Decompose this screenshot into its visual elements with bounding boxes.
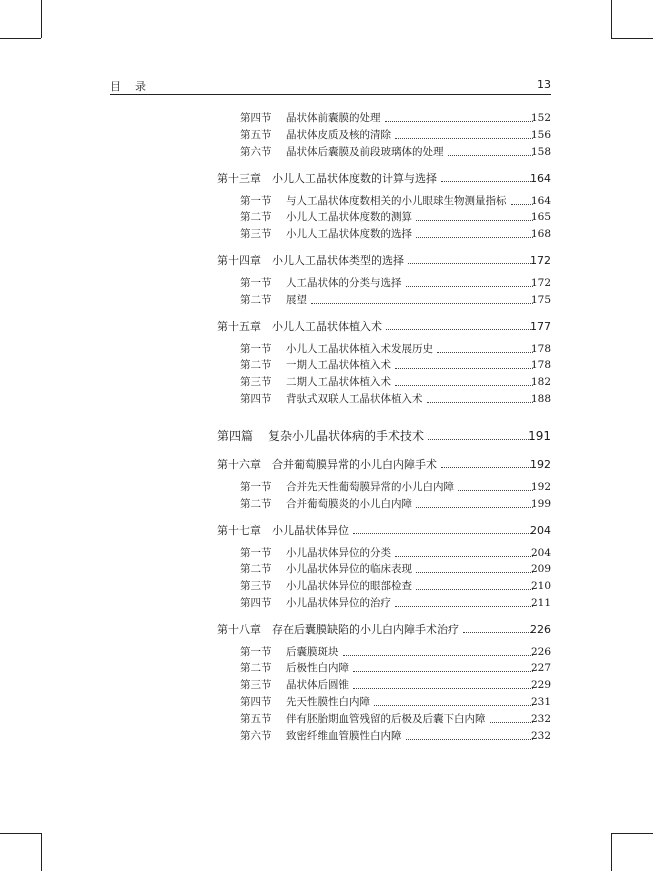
toc-entry-section[interactable] [0,375,653,390]
toc-entry-label: 第五节 [240,713,272,725]
toc-leader-dots [408,263,533,264]
toc-entry-label: 第五节 [240,129,272,141]
toc-entry-label: 第二节 [240,498,272,510]
toc-leader-dots [395,368,533,369]
toc-leader-dots [353,688,533,689]
toc-entry-section[interactable] [0,293,653,308]
toc-entry-label: 第二节 [240,294,272,306]
toc-entry-title: 背驮式双联人工晶状体植入术 [286,393,423,405]
toc-entry-label: 第四篇 [217,429,254,443]
toc-leader-dots [374,705,533,706]
toc-leader-dots [311,303,533,304]
toc-entry-title: 先天性膜性白内障 [286,696,370,708]
running-head-title: 目录 [110,80,160,93]
toc-entry-section[interactable] [0,562,653,577]
toc-entry-label: 第三节 [240,679,272,691]
toc-leader-dots [416,220,533,221]
toc-entry-label: 第十六章 [217,458,261,471]
toc-entry-title: 合并葡萄膜异常的小儿白内障手术 [272,458,437,471]
toc-entry-section[interactable] [0,145,653,160]
toc-entry-chapter[interactable] [0,457,653,472]
toc-entry-title: 存在后囊膜缺陷的小儿白内障手术治疗 [272,623,459,636]
toc-leader-dots [395,606,533,607]
toc-entry-page: 152 [530,112,551,124]
toc-leader-dots [416,237,533,238]
running-head-page-number: 13 [537,78,551,91]
toc-entry-page: 177 [530,320,551,333]
toc-leader-dots [385,121,534,122]
toc-entry-chapter[interactable] [0,253,653,268]
toc-entry-title: 晶状体后囊膜及前段玻璃体的处理 [286,146,444,158]
toc-leader-dots [386,329,533,330]
toc-entry-title: 致密纤维血管膜性白内障 [286,730,402,742]
toc-entry-page: 204 [530,524,551,537]
toc-leader-dots [437,352,533,353]
toc-leader-dots [353,533,533,534]
toc-entry-section[interactable] [0,645,653,660]
toc-entry-section[interactable] [0,210,653,225]
toc-entry-section[interactable] [0,358,653,373]
toc-entry-label: 第四节 [240,696,272,708]
toc-entry-title: 小儿人工晶状体度数的测算 [286,211,412,223]
toc-leader-dots [395,138,533,139]
toc-entry-section[interactable] [0,579,653,594]
toc-entry-label: 第一节 [240,481,272,493]
toc-entry-page: 172 [530,254,551,267]
toc-entry-page: 211 [530,597,551,609]
toc-entry-title: 小儿晶状体异位的分类 [286,547,391,559]
toc-leader-dots [416,589,533,590]
toc-entry-title: 合并先天性葡萄膜异常的小儿白内障 [286,481,454,493]
toc-entry-part[interactable] [0,428,653,445]
toc-entry-label: 第四节 [240,112,272,124]
toc-entry-label: 第十七章 [217,524,261,537]
toc-entry-label: 第二节 [240,211,272,223]
toc-entry-label: 第十八章 [217,623,261,636]
toc-entry-page: 156 [530,129,551,141]
toc-entry-page: 204 [530,547,551,559]
toc-entry-page: 164 [530,172,551,185]
toc-entry-chapter[interactable] [0,622,653,637]
toc-entry-title: 小儿人工晶状体度数的计算与选择 [272,172,437,185]
toc-entry-title: 晶状体前囊膜的处理 [286,112,381,124]
toc-leader-dots [406,739,534,740]
toc-entry-section[interactable] [0,729,653,744]
toc-entry-page: 227 [530,662,551,674]
toc-entry-page: 191 [528,429,551,443]
toc-entry-label: 第三节 [240,228,272,240]
toc-entry-label: 第十五章 [217,320,261,333]
toc-entry-chapter[interactable] [0,319,653,334]
toc-entry-section[interactable] [0,128,653,143]
toc-entry-title: 一期人工晶状体植入术 [286,359,391,371]
toc-entry-title: 小儿人工晶状体植入术发展历史 [286,343,433,355]
toc-entry-label: 第二节 [240,563,272,575]
toc-entry-label: 第十三章 [217,172,261,185]
toc-entry-label: 第一节 [240,343,272,355]
toc-entry-section[interactable] [0,712,653,727]
toc-entry-label: 第四节 [240,597,272,609]
toc-entry-page: 158 [530,146,551,158]
toc-entry-chapter[interactable] [0,523,653,538]
toc-entry-page: 229 [530,679,551,691]
toc-entry-page: 172 [530,277,551,289]
toc-entry-page: 178 [530,359,551,371]
toc-entry-label: 第六节 [240,146,272,158]
toc-entry-title: 晶状体后圆锥 [286,679,349,691]
toc-entry-section[interactable] [0,678,653,693]
toc-entry-label: 第三节 [240,580,272,592]
toc-entry-label: 第二节 [240,359,272,371]
toc-entry-label: 第十四章 [217,254,261,267]
toc-entry-section[interactable] [0,661,653,676]
toc-leader-dots [428,439,533,440]
toc-entry-title: 小儿人工晶状体度数的选择 [286,228,412,240]
toc-entry-label: 第二节 [240,662,272,674]
toc-entry-section[interactable] [0,227,653,242]
toc-entry-page: 199 [530,498,551,510]
toc-entry-page: 232 [530,713,551,725]
toc-entry-label: 第一节 [240,646,272,658]
toc-entry-page: 192 [530,458,551,471]
toc-entry-page: 226 [530,646,551,658]
toc-entry-label: 第四节 [240,393,272,405]
toc-entry-section[interactable] [0,546,653,561]
toc-entry-section[interactable] [0,695,653,710]
toc-leader-dots [416,507,533,508]
toc-entry-chapter[interactable] [0,171,653,186]
toc-entry-title: 小儿晶状体异位的临床表现 [286,563,412,575]
toc-leader-dots [353,671,533,672]
toc-entry-section[interactable] [0,596,653,611]
toc-entry-label: 第一节 [240,195,272,207]
toc-entry-page: 165 [530,211,551,223]
toc-entry-title: 展望 [286,294,307,306]
toc-leader-dots [441,181,533,182]
toc-entry-page: 175 [530,294,551,306]
toc-entry-title: 小儿晶状体异位的眼部检查 [286,580,412,592]
toc-entry-title: 人工晶状体的分类与选择 [286,277,402,289]
toc-entry-title: 复杂小儿晶状体病的手术技术 [268,429,425,443]
toc-leader-dots [343,655,534,656]
toc-entry-title: 小儿人工晶状体类型的选择 [272,254,404,267]
toc-leader-dots [395,385,533,386]
toc-entry-title: 后极性白内障 [286,662,349,674]
toc-entry-page: 182 [530,376,551,388]
toc-entry-section[interactable] [0,392,653,407]
toc-entry-page: 226 [530,623,551,636]
toc-entry-section[interactable] [0,480,653,495]
toc-entry-title: 小儿晶状体异位 [272,524,349,537]
toc-entry-title: 二期人工晶状体植入术 [286,376,391,388]
toc-entry-section[interactable] [0,194,653,209]
toc-leader-dots [416,572,533,573]
toc-entry-label: 第一节 [240,547,272,559]
toc-entry-section[interactable] [0,276,653,291]
toc-leader-dots [406,286,534,287]
toc-entry-page: 192 [530,481,551,493]
toc-entry-section[interactable] [0,111,653,126]
toc-entry-title: 与人工晶状体度数相关的小儿眼球生物测量指标 [286,195,507,207]
toc-entry-label: 第一节 [240,277,272,289]
toc-entry-page: 210 [530,580,551,592]
toc-entry-section[interactable] [0,342,653,357]
toc-entry-label: 第六节 [240,730,272,742]
toc-entry-page: 168 [530,228,551,240]
toc-entry-title: 后囊膜斑块 [286,646,339,658]
toc-entry-title: 小儿晶状体异位的治疗 [286,597,391,609]
toc-leader-dots [395,556,533,557]
toc-leader-dots [441,467,533,468]
toc-entry-title: 合并葡萄膜炎的小儿白内障 [286,498,412,510]
toc-entry-page: 231 [530,696,551,708]
toc-leader-dots [427,402,534,403]
toc-entry-page: 164 [530,195,551,207]
toc-entry-title: 伴有胚胎期血管残留的后极及后囊下白内障 [286,713,486,725]
toc-entry-page: 188 [530,393,551,405]
toc-entry-label: 第三节 [240,376,272,388]
toc-entry-section[interactable] [0,497,653,512]
toc-entry-page: 178 [530,343,551,355]
toc-entry-page: 232 [530,730,551,742]
toc-entry-title: 晶状体皮质及核的清除 [286,129,391,141]
toc-entry-title: 小儿人工晶状体植入术 [272,320,382,333]
toc-entry-page: 209 [530,563,551,575]
